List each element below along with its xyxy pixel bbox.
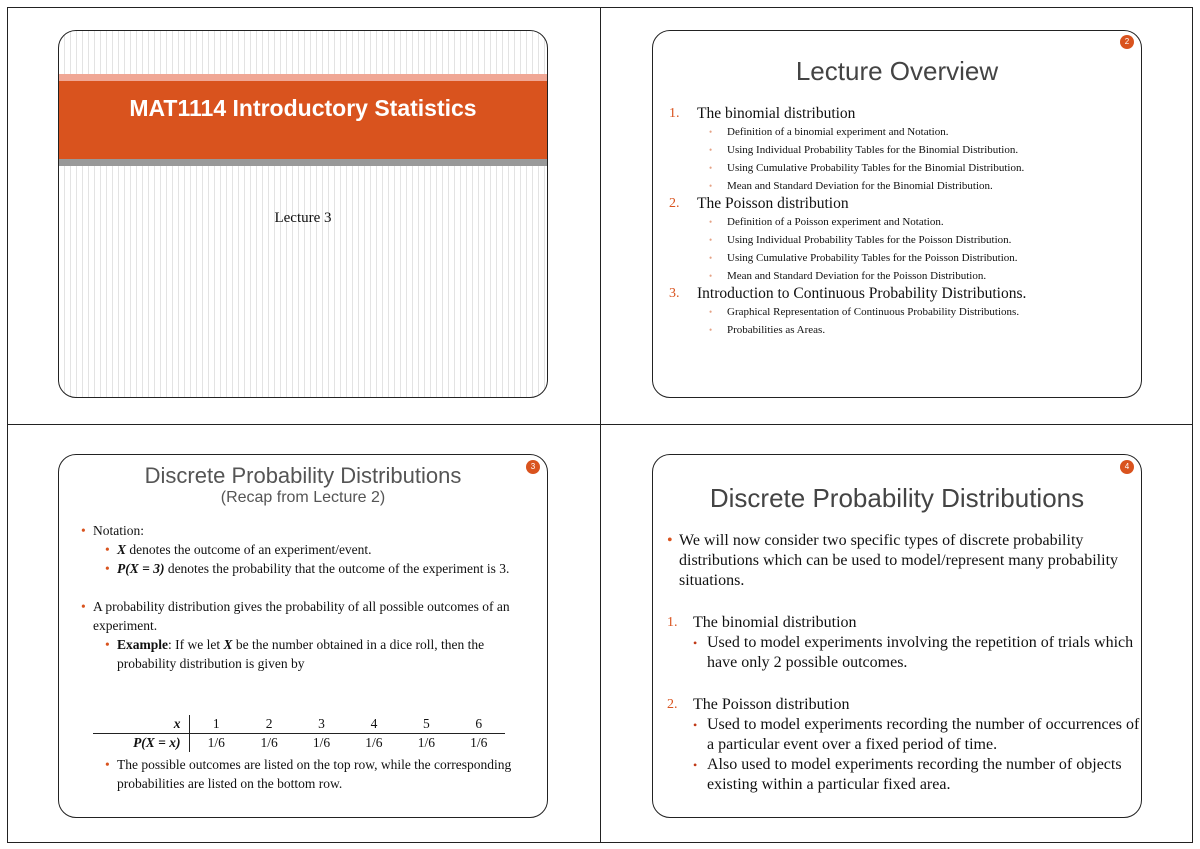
overview-heading: 2. The Poisson distribution [669, 195, 849, 212]
slide-body [81, 521, 531, 673]
slide-3-recap [58, 454, 548, 818]
table-footnote [81, 755, 531, 793]
section-heading: 2. The Poisson distribution [667, 696, 850, 713]
list-item: • The possible outcomes are listed on the top row, while the corresponding probabilities are listed on the bottom row. [105, 757, 512, 791]
table-cell: 4 [348, 715, 400, 734]
table-row [93, 715, 505, 734]
list-item: • Example: If we let X be the number obtained in a dice roll, then the probability distribution is given by [105, 637, 485, 671]
list-item: • Using Individual Probability Tables for the Poisson Distribution. [709, 234, 1012, 246]
table-cell: 6 [453, 715, 505, 734]
slide-title: Lecture Overview [795, 56, 999, 86]
title-band-highlight [59, 74, 547, 81]
table-cell: 5 [400, 715, 452, 734]
table-cell: 1/6 [260, 735, 278, 750]
list-item: • Used to model experiments involving the repetition of trials which have only 2 possible outcomes. [693, 634, 1134, 671]
list-item: • X denotes the outcome of an experiment/event. [105, 542, 372, 557]
slide-number-badge: 3 [526, 460, 540, 474]
table-cell: 1/6 [417, 735, 435, 750]
slide-body [667, 531, 1142, 795]
list-item: • Notation: [81, 523, 144, 538]
list-item: • Using Cumulative Probability Tables for the Binomial Distribution. [709, 162, 1025, 174]
list-item: • Using Individual Probability Tables for the Binomial Distribution. [709, 144, 1019, 156]
title-band-shadow [59, 159, 547, 166]
section-heading: 1. The binomial distribution [667, 614, 857, 631]
table-cell: 3 [295, 715, 347, 734]
slide-title: Discrete Probability Distributions [144, 463, 462, 488]
probability-table [93, 715, 505, 752]
table-header: x [93, 715, 189, 734]
math-symbol: X [223, 637, 233, 652]
overview-heading: 1. The binomial distribution [669, 105, 856, 122]
table-cell: 1/6 [470, 735, 488, 750]
math-symbol: P(X = 3) [117, 561, 165, 576]
overview-section [669, 105, 1142, 195]
list-item: • Using Cumulative Probability Tables for the Poisson Distribution. [709, 252, 1018, 264]
math-symbol: X [117, 542, 127, 557]
table-cell: 1/6 [207, 735, 225, 750]
table-row [93, 734, 505, 753]
slide-2-overview [652, 30, 1142, 398]
overview-list [669, 105, 1142, 339]
table-cell: 1 [189, 715, 243, 734]
list-item: • Graphical Representation of Continuous Probability Distributions. [709, 306, 1020, 318]
list-item: • P(X = 3) denotes the probability that the outcome of the experiment is 3. [105, 561, 510, 576]
slide-subtitle: (Recap from Lecture 2) [220, 489, 386, 506]
list-item: • Definition of a binomial experiment and Notation. [709, 126, 949, 138]
slide-number-badge: 4 [1120, 460, 1134, 474]
table-cell: 1/6 [312, 735, 331, 750]
overview-heading: 3. Introduction to Continuous Probability Distributions. [669, 285, 1027, 302]
list-item: • We will now consider two specific types of discrete probability distributions which can be used to model/represent many probability situations. [667, 532, 1119, 589]
overview-section [669, 195, 1142, 285]
course-title: MAT1114 Introductory Statistics [129, 95, 477, 121]
list-item: • Mean and Standard Deviation for the Binomial Distribution. [709, 180, 993, 192]
table-cell: 1/6 [365, 735, 383, 750]
overview-section [669, 285, 1142, 339]
table-header: P(X = x) [93, 734, 189, 753]
list-item: • Mean and Standard Deviation for the Poisson Distribution. [709, 270, 987, 282]
list-item: • Used to model experiments recording the number of occurrences of a particular event over a fixed period of time. [693, 716, 1140, 753]
list-item: • Also used to model experiments recording the number of objects existing within a particular fixed area. [693, 756, 1122, 793]
slide-number-badge: 2 [1120, 35, 1134, 49]
list-item: • A probability distribution gives the probability of all possible outcomes of an experiment. [81, 599, 510, 633]
table-cell: 2 [243, 715, 295, 734]
slide-1-title [58, 30, 548, 398]
slide-title: Discrete Probability Distributions [709, 483, 1085, 513]
lecture-label: Lecture 3 [274, 210, 332, 226]
list-item: • Definition of a Poisson experiment and Notation. [709, 216, 944, 228]
list-item: • Probabilities as Areas. [709, 324, 826, 336]
slide-4-discrete [652, 454, 1142, 818]
